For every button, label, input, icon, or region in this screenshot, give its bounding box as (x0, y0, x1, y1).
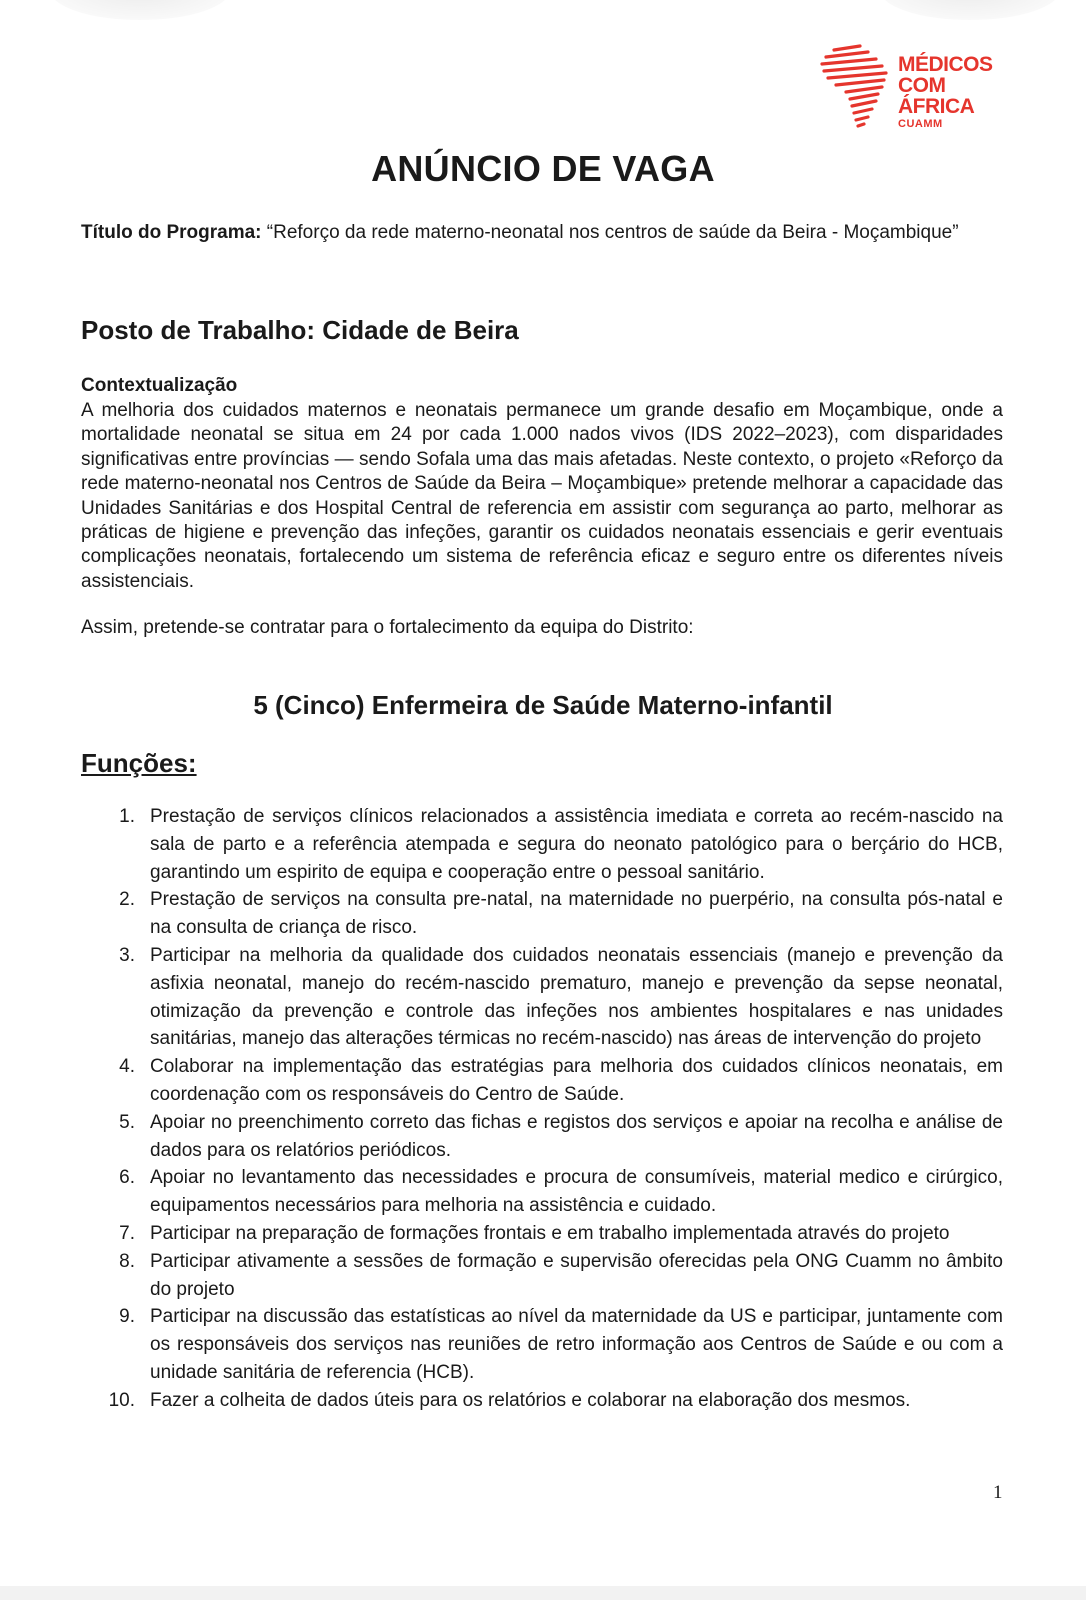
list-number: 7. (119, 1222, 135, 1244)
scan-shadow-right (880, 0, 1060, 20)
list-text: Participar ativamente a sessões de formação e supervisão oferecidas pela ONG Cuamm no âmbito do projeto (150, 1250, 1003, 1300)
scan-shadow-left (50, 0, 230, 20)
program-label: Título do Programa: (81, 222, 262, 243)
list-text: Colaborar na implementação das estratégias para melhoria dos cuidados clínicos neonatais, em coordenação com os responsáveis do Centro de Saúde. (150, 1056, 1003, 1105)
list-text: Apoiar no preenchimento correto das fichas e registos dos serviços e apoiar na recolha e análise de dados para os relatórios periódicos. (150, 1111, 1003, 1161)
list-number: 10. (108, 1389, 135, 1411)
program-paragraph (81, 220, 1003, 245)
list-number: 8. (119, 1250, 135, 1272)
logo-line-com-africa: COM ÁFRICA (898, 74, 975, 118)
list-text: Fazer a colheita de dados úteis para os relatórios e colaborar na elaboração dos mesmos. (150, 1389, 911, 1411)
list-item (81, 1248, 1003, 1304)
list-number: 6. (119, 1167, 135, 1189)
list-item (81, 1220, 1003, 1248)
list-number: 9. (119, 1306, 135, 1328)
list-text: Prestação de serviços clínicos relacionados a assistência imediata e correta ao recém-nascido na sala de parto e a referência atempada e segura do neonato patológico para o berçário do HCB, garantindo um espirito de equipa e cooperação entre o pessoal sanitário. (150, 806, 1003, 883)
list-text: Prestação de serviços na consulta pre-natal, na maternidade no puerpério, na consulta pós-natal e na consulta de criança de risco. (150, 889, 1003, 939)
hiring-intro: Assim, pretende-se contratar para o fortalecimento da equipa do Distrito: (81, 617, 694, 638)
document-title: ANÚNCIO DE VAGA (371, 148, 715, 189)
list-number: 3. (119, 944, 135, 966)
list-text: Participar na melhoria da qualidade dos cuidados neonatais essenciais (manejo e prevenção da asfixia neonatal, manejo do recém-nascido prematuro, manejo e prevenção da sepse neonatal, otimização da prevenção e controle das infeções nos ambientes hospitalares e nas unidades sanitárias, manejo das alterações térmicas no recém-nascido) nas áreas de intervenção do projeto (150, 944, 1003, 1050)
list-item (81, 803, 1003, 886)
page-number: 1 (993, 1482, 1003, 1503)
logo-wordmark (898, 54, 1020, 131)
list-item (81, 1387, 1003, 1415)
list-item (81, 1053, 1003, 1109)
list-item (81, 1303, 1003, 1386)
list-number: 1. (119, 806, 135, 827)
cuamm-logo (820, 44, 1020, 130)
list-text: Participar na preparação de formações frontais e em trabalho implementada através do projeto (150, 1222, 950, 1244)
list-number: 4. (119, 1056, 135, 1078)
list-item (81, 886, 1003, 942)
context-heading: Contextualização (81, 375, 238, 396)
program-value: “Reforço da rede materno-neonatal nos centros de saúde da Beira - Moçambique” (266, 222, 959, 243)
list-text: Participar na discussão das estatísticas ao nível da maternidade da US e participar, juntamente com os responsáveis dos serviços nas reuniões de retro informação aos Centros de Saúde e ou com a unidade sanitária de referencia (HCB). (150, 1306, 1003, 1383)
list-item (81, 1164, 1003, 1220)
list-number: 2. (119, 889, 135, 911)
africa-map-icon (820, 44, 900, 128)
functions-heading: Funções: (81, 748, 197, 778)
logo-line-cuamm: CUAMM (898, 118, 943, 130)
list-item (81, 942, 1003, 1053)
logo-line-medicos: MÉDICOS (898, 53, 993, 76)
duties-list (81, 803, 1003, 1415)
bottom-edge (0, 1586, 1086, 1600)
list-number: 5. (119, 1111, 135, 1133)
role-heading: 5 (Cinco) Enfermeira de Saúde Materno-infantil (253, 690, 833, 720)
context-paragraph: A melhoria dos cuidados maternos e neonatais permanece um grande desafio em Moçambique, onde a mortalidade neonatal se situa em 24 por cada 1.000 nados vivos (IDS 2022–2023), com disparidades significativas entre províncias — sendo Sofala uma das mais afetadas. Neste contexto, o projeto «Reforço da rede materno-neonatal nos Centros de Saúde da Beira – Moçambique» pretende melhorar a capacidade das Unidades Sanitárias e dos Hospital Central de referencia em assistir com segurança ao parto, melhorar as práticas de higiene e prevenção das infeções, garantir os cuidados neonatais essenciais e gerir eventuais complicações neonatais, fortalecendo um sistema de referência eficaz e seguro entre os diferentes níveis assistenciais. (81, 400, 1003, 592)
list-text: Apoiar no levantamento das necessidades e procura de consumíveis, material medico e cirúrgico, equipamentos necessários para melhoria na assistência e cuidado. (150, 1167, 1003, 1217)
post-heading: Posto de Trabalho: Cidade de Beira (81, 315, 519, 345)
list-item (81, 1109, 1003, 1165)
